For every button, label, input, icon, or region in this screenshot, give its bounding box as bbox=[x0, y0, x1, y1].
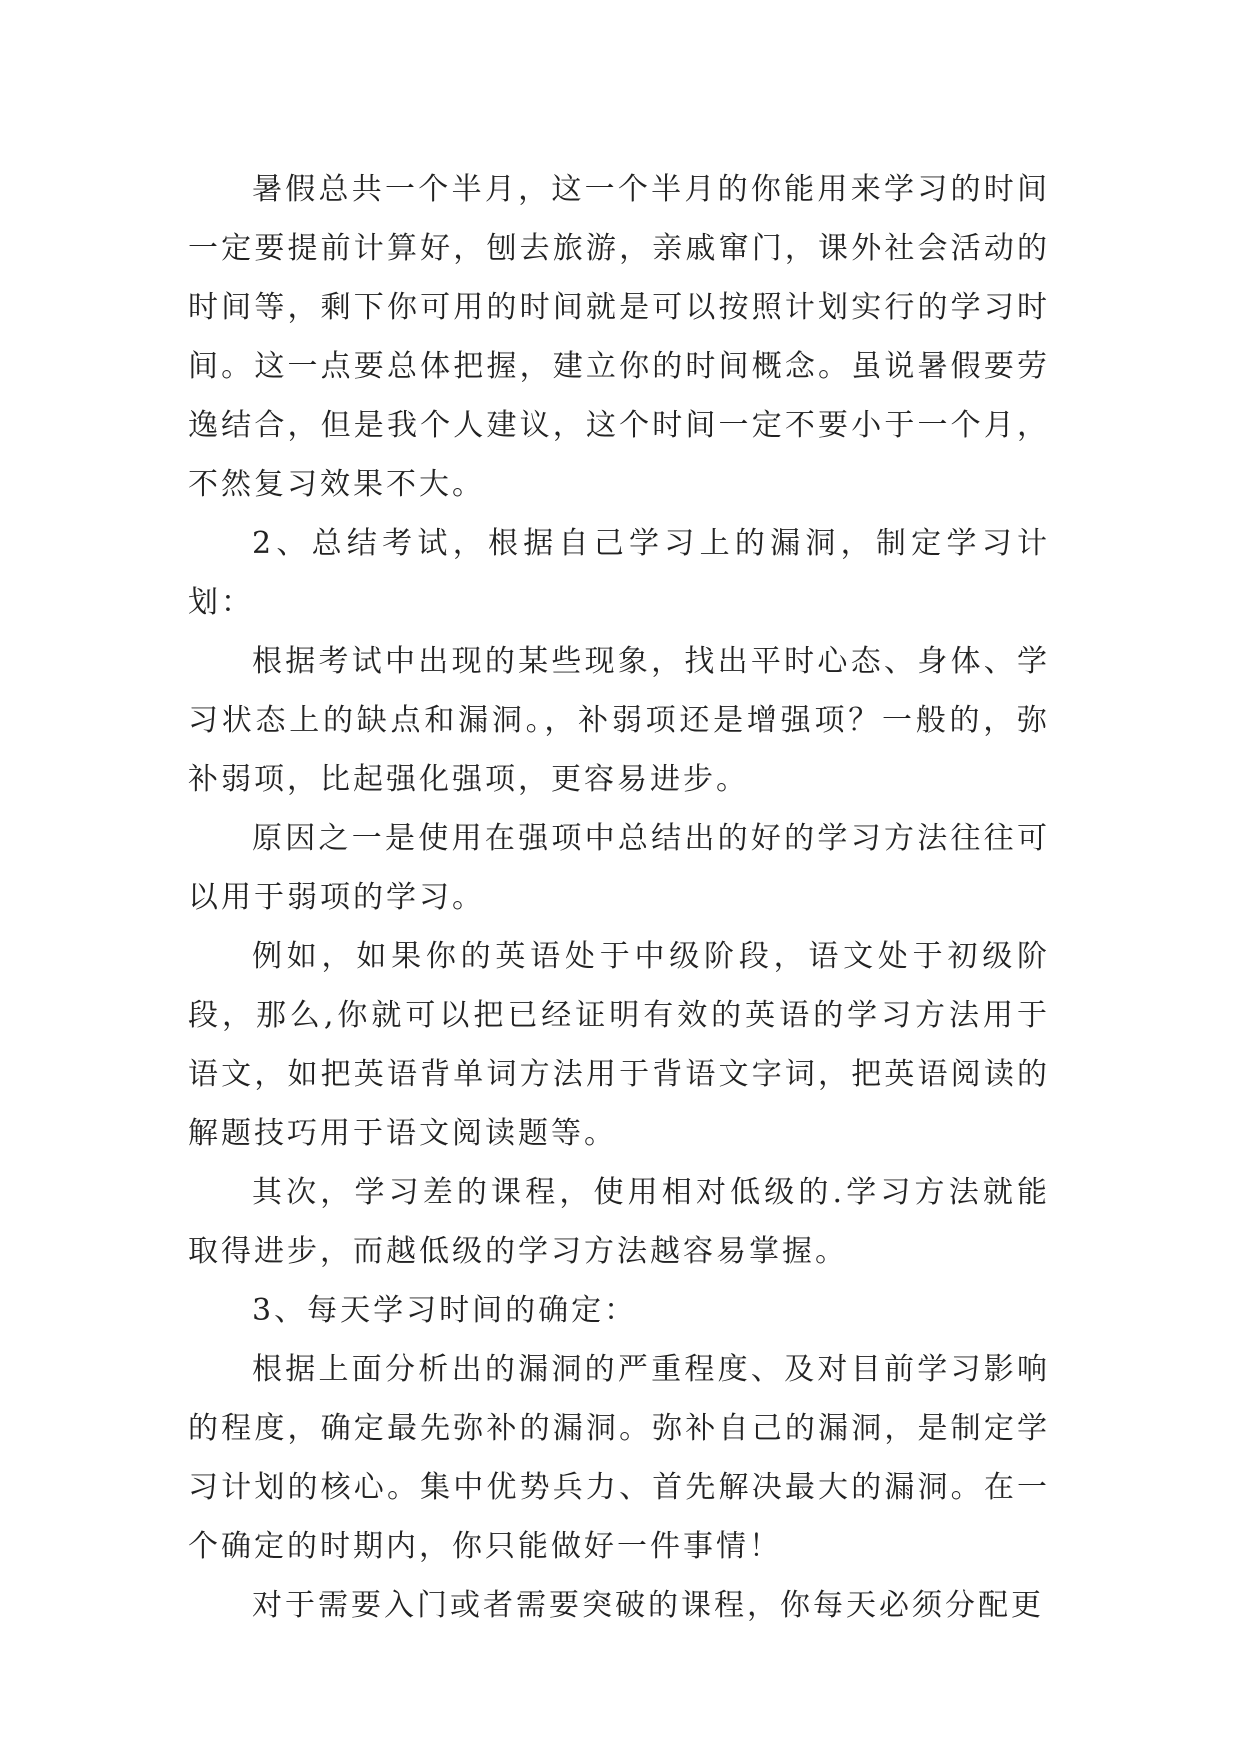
document-page bbox=[188, 160, 1050, 1635]
section-heading: 2、总结考试，根据自己学习上的漏洞，制定学习计划： bbox=[188, 526, 1050, 620]
paragraph: 例如，如果你的英语处于中级阶段，语文处于初级阶段，那么,你就可以把已经证明有效的英语的学习方法用于语文，如把英语背单词方法用于背语文字词，把英语阅读的解题技巧用于语文阅读题等。 bbox=[188, 939, 1050, 1151]
paragraph: 其次，学习差的课程，使用相对低级的.学习方法就能取得进步，而越低级的学习方法越容易掌握。 bbox=[188, 1175, 1050, 1269]
paragraph: 原因之一是使用在强项中总结出的好的学习方法往往可以用于弱项的学习。 bbox=[188, 821, 1050, 915]
paragraph: 对于需要入门或者需要突破的课程，你每天必须分配更 bbox=[252, 1588, 1044, 1623]
paragraph: 根据考试中出现的某些现象，找出平时心态、身体、学习状态上的缺点和漏洞。，补弱项还是增强项？一般的，弥补弱项，比起强化强项，更容易进步。 bbox=[188, 644, 1050, 797]
paragraph: 根据上面分析出的漏洞的严重程度、及对目前学习影响的程度，确定最先弥补的漏洞。弥补自己的漏洞，是制定学习计划的核心。集中优势兵力、首先解决最大的漏洞。在一个确定的时期内，你只能做好一件事情！ bbox=[188, 1352, 1050, 1564]
paragraph: 暑假总共一个半月，这一个半月的你能用来学习的时间一定要提前计算好，刨去旅游，亲戚窜门，课外社会活动的时间等，剩下你可用的时间就是可以按照计划实行的学习时间。这一点要总体把握，建立你的时间概念。虽说暑假要劳逸结合，但是我个人建议，这个时间一定不要小于一个月，不然复习效果不大。 bbox=[188, 172, 1050, 502]
section-heading: 3、每天学习时间的确定： bbox=[252, 1293, 638, 1328]
